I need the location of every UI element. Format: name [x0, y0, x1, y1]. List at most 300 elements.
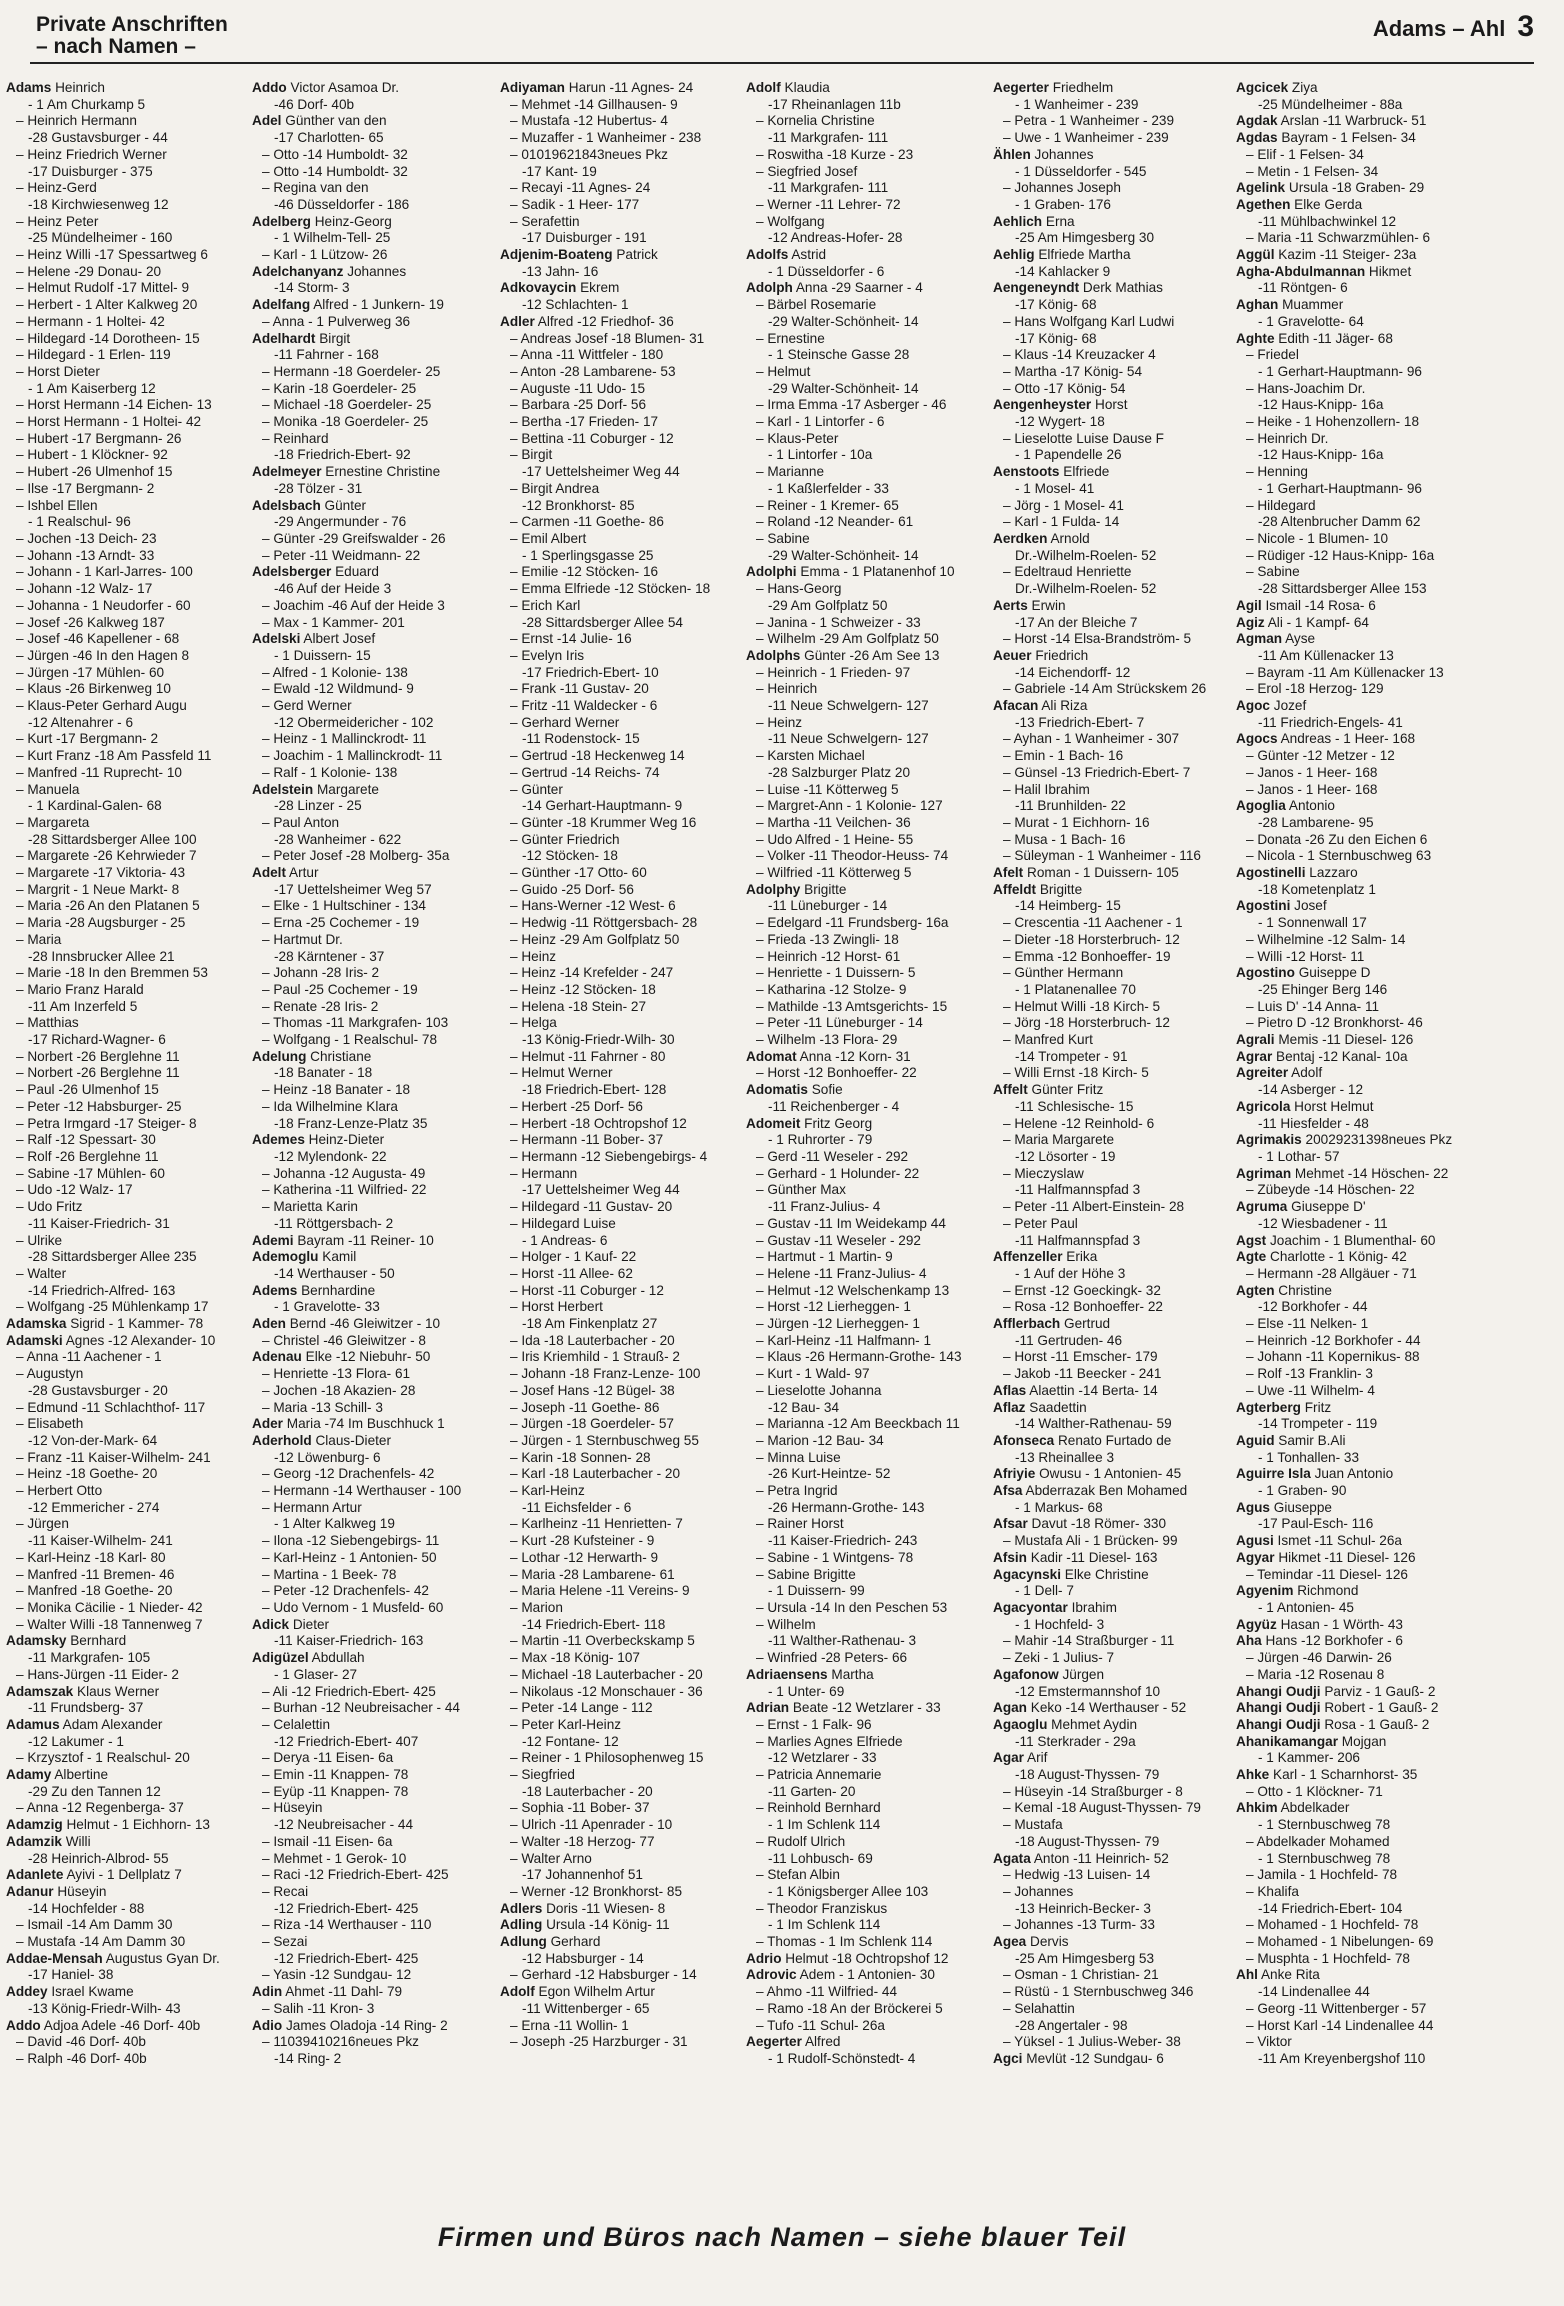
listing-entry [252, 1617, 497, 1634]
listing-entry [1236, 1867, 1481, 1884]
surname: Afriyie [993, 1466, 1036, 1482]
entry-text: – Regina van den [262, 180, 369, 196]
listing-entry [252, 1182, 497, 1199]
entry-text: – Anna -11 Aachener - 1 [16, 1349, 162, 1365]
entry-text: Alfred [804, 2034, 841, 2050]
listing-entry [746, 1767, 991, 1784]
surname: Agostino [1236, 965, 1295, 981]
surname: Adrio [746, 1950, 782, 1966]
entry-text: – Auguste -11 Udo- 15 [510, 380, 646, 396]
listing-entry [993, 113, 1238, 130]
entry-text: - 1 Steinsche Gasse 28 [768, 347, 910, 363]
listing-entry [252, 498, 497, 515]
entry-text: -12 Altenahrer - 6 [28, 714, 134, 730]
entry-text: - 1 Sternbuschweg 78 [1258, 1850, 1391, 1866]
listing-entry [6, 898, 251, 915]
listing-entry [746, 314, 991, 331]
listing-entry [252, 1065, 497, 1082]
listing-entry [1236, 1116, 1481, 1133]
entry-text: – Ida -18 Lauterbacher - 20 [510, 1332, 675, 1348]
entry-text: – Johann -12 Walz- 17 [16, 581, 153, 597]
entry-text: – Else -11 Nelken- 1 [1246, 1316, 1369, 1332]
entry-text: - 1 Im Schlenk 114 [768, 1917, 881, 1933]
entry-text: Anna -12 Korn- 31 [799, 1048, 911, 1064]
entry-text: – Nikolaus -12 Monschauer - 36 [510, 1683, 703, 1699]
entry-text: -46 Auf der Heide 3 [274, 581, 392, 597]
entry-text: – Karl -18 Lauterbacher - 20 [510, 1466, 681, 1482]
entry-text: -13 König-Friedr-Wilh- 30 [522, 1032, 675, 1048]
listing-entry [252, 1349, 497, 1366]
entry-text: Hüseyin [57, 1883, 107, 1899]
entry-text: – Lieselotte Johanna [756, 1382, 882, 1398]
surname: Ählen [993, 146, 1031, 162]
listing-entry [1236, 113, 1481, 130]
listing-entry [500, 464, 745, 481]
surname: Afsin [993, 1549, 1027, 1565]
entry-text: – Reiner - 1 Philosophenweg 15 [510, 1750, 704, 1766]
listing-entry [500, 1567, 745, 1584]
entry-text: -17 Uettelsheimer Weg 44 [522, 1182, 680, 1198]
entry-text: – Helene -29 Donau- 20 [16, 263, 162, 279]
entry-text: – Hildegard -14 Dorotheen- 15 [16, 330, 200, 346]
entry-text: -17 Uettelsheimer Weg 57 [274, 881, 432, 897]
listing-entry [500, 748, 745, 765]
listing-entry [993, 130, 1238, 147]
listing-entry [1236, 1851, 1481, 1868]
listing-entry [252, 1233, 497, 1250]
surname: Aflas [993, 1382, 1027, 1398]
listing-entry [252, 1917, 497, 1934]
entry-text: - 1 Graben- 90 [1258, 1483, 1347, 1499]
listing-entry [993, 1600, 1238, 1617]
entry-text: Ursula -18 Graben- 29 [1288, 180, 1425, 196]
entry-text: – Erich Karl [510, 597, 581, 613]
entry-text: -17 Uettelsheimer Weg 44 [522, 464, 680, 480]
entry-text: Bentaj -12 Kanal- 10a [1276, 1048, 1408, 1064]
entry-text: Antonio [1288, 798, 1335, 814]
listing-entry [252, 1600, 497, 1617]
listing-entry [252, 1550, 497, 1567]
listing-entry [993, 1099, 1238, 1116]
listing-entry [1236, 698, 1481, 715]
listing-entry [500, 1533, 745, 1550]
entry-text: – Karin -18 Goerdeler- 25 [262, 380, 417, 396]
listing-entry [500, 1450, 745, 1467]
listing-entry [746, 1233, 991, 1250]
entry-text: – Klaus-Peter Gerhard Augu [16, 698, 187, 714]
entry-text: Bayram - 1 Felsen- 34 [1281, 130, 1416, 146]
entry-text: – Nicole - 1 Blumen- 10 [1246, 530, 1389, 546]
listing-entry [252, 1333, 497, 1350]
surname: Aerts [993, 597, 1028, 613]
listing-entry [993, 1667, 1238, 1684]
entry-text: – Mohamed - 1 Hochfeld- 78 [1246, 1917, 1419, 1933]
entry-text: – Klaus -26 Birkenweg 10 [16, 681, 171, 697]
entry-text: – Gerhard -12 Habsburger - 14 [510, 1967, 697, 1983]
listing-entry [252, 782, 497, 799]
surname: Agoglia [1236, 798, 1286, 814]
entry-text: – Thomas -11 Markgrafen- 103 [262, 1015, 449, 1031]
entry-text: – Peter -11 Lüneburger - 14 [756, 1015, 923, 1031]
surname: Adolfs [746, 247, 789, 263]
listing-entry [1236, 2034, 1481, 2051]
entry-text: - 1 Wanheimer - 239 [1015, 96, 1139, 112]
listing-entry [993, 681, 1238, 698]
surname: Agata [993, 1850, 1031, 1866]
listing-entry [252, 314, 497, 331]
listing-entry [993, 1767, 1238, 1784]
listing-entry [252, 264, 497, 281]
entry-text: -28 Sittardsberger Allee 153 [1258, 581, 1427, 597]
listing-entry [252, 1466, 497, 1483]
listing-entry [6, 1984, 251, 2001]
listing-entry [6, 2018, 251, 2035]
entry-text: Günther van den [285, 113, 387, 129]
listing-entry [500, 1934, 745, 1951]
listing-entry [6, 681, 251, 698]
listing-entry [252, 97, 497, 114]
listing-entry [746, 1383, 991, 1400]
listing-entry [252, 1116, 497, 1133]
entry-text: – Crescentia -11 Aachener - 1 [1003, 915, 1183, 931]
entry-text: Agnes -12 Alexander- 10 [65, 1332, 216, 1348]
entry-text: Adjoa Adele -46 Dorf- 40b [43, 2017, 201, 2033]
entry-text: – Horst Hermann - 1 Holtei- 42 [16, 414, 202, 430]
entry-text: – Martha -17 König- 54 [1003, 363, 1143, 379]
surname: Agar [993, 1750, 1024, 1766]
listing-entry [6, 1349, 251, 1366]
surname: Adelchanyanz [252, 263, 344, 279]
entry-text: – Joachim - 1 Mallinckrodt- 11 [262, 748, 443, 764]
listing-entry [500, 1800, 745, 1817]
listing-entry [993, 882, 1238, 899]
entry-text: – Kurt -28 Kufsteiner - 9 [510, 1533, 655, 1549]
listing-entry [252, 915, 497, 932]
entry-text: – Birgit [510, 447, 553, 463]
entry-text: – Anna - 1 Pulverweg 36 [262, 313, 411, 329]
entry-text: – Heinz-Gerd [16, 180, 97, 196]
entry-text: – Marie -18 In den Bremmen 53 [16, 965, 208, 981]
listing-entry [993, 782, 1238, 799]
listing-entry [1236, 280, 1481, 297]
listing-entry [500, 1917, 745, 1934]
listing-entry [252, 1400, 497, 1417]
entry-text: – Siegfried Josef [756, 163, 858, 179]
listing-entry [6, 1650, 251, 1667]
listing-entry [746, 1065, 991, 1082]
entry-text: -25 Am Himgesberg 53 [1015, 1950, 1155, 1966]
listing-entry [6, 865, 251, 882]
listing-entry [746, 765, 991, 782]
listing-entry [6, 1516, 251, 1533]
surname: Agan [993, 1700, 1027, 1716]
listing-entry [500, 1516, 745, 1533]
entry-text: – Wolfgang [756, 213, 825, 229]
listing-entry [1236, 1032, 1481, 1049]
listing-entry [500, 548, 745, 565]
listing-entry [500, 782, 745, 799]
listing-entry [252, 514, 497, 531]
surname: Agci [993, 2050, 1023, 2066]
listing-entry [1236, 1182, 1481, 1199]
listing-entry [500, 1233, 745, 1250]
entry-text: – Maria Helene -11 Vereins- 9 [510, 1583, 690, 1599]
listing-entry [500, 598, 745, 615]
listing-entry [1236, 147, 1481, 164]
surname: Aghte [1236, 330, 1275, 346]
entry-text: – Alfred - 1 Kolonie- 138 [262, 664, 408, 680]
listing-entry [1236, 1065, 1481, 1082]
listing-entry [993, 414, 1238, 431]
surname: Agrimakis [1236, 1132, 1302, 1148]
listing-entry [746, 2051, 991, 2068]
entry-text: Keko -14 Werthauser - 52 [1030, 1700, 1187, 1716]
listing-entry [993, 1516, 1238, 1533]
entry-text: – Edeltraud Henriette [1003, 564, 1132, 580]
entry-text: – Heinz -29 Am Golfplatz 50 [510, 931, 680, 947]
listing-entry [1236, 1901, 1481, 1918]
surname: Adlers [500, 1900, 543, 1916]
entry-text: Saadettin [1029, 1399, 1087, 1415]
entry-text: - 1 Glaser- 27 [274, 1666, 358, 1682]
listing-entry [1236, 564, 1481, 581]
entry-text: – Jochen -18 Akazien- 28 [262, 1382, 416, 1398]
listing-entry [500, 1767, 745, 1784]
entry-text: – Otto -14 Humboldt- 32 [262, 146, 408, 162]
listing-entry [1236, 815, 1481, 832]
entry-text: – Elisabeth [16, 1416, 84, 1432]
entry-text: – Helene -12 Reinhold- 6 [1003, 1115, 1155, 1131]
listing-entry [500, 164, 745, 181]
listing-entry [746, 1667, 991, 1684]
listing-entry [993, 1032, 1238, 1049]
listing-entry [993, 1750, 1238, 1767]
entry-text: – Ernst -12 Goeckingk- 32 [1003, 1282, 1161, 1298]
listing-entry [746, 1132, 991, 1149]
surname: Aguid [1236, 1432, 1275, 1448]
entry-text: Jozef [1273, 698, 1307, 714]
entry-text: – Horst -14 Elsa-Brandström- 5 [1003, 631, 1192, 647]
listing-entry [993, 965, 1238, 982]
listing-entry [6, 414, 251, 431]
entry-text: – Petra Irmgard -17 Steiger- 8 [16, 1115, 197, 1131]
listing-entry [252, 1884, 497, 1901]
listing-entry [993, 180, 1238, 197]
listing-entry [500, 1149, 745, 1166]
listing-entry [993, 548, 1238, 565]
listing-entry [1236, 1199, 1481, 1216]
entry-text: – Wolfgang -25 Mühlenkamp 17 [16, 1299, 209, 1315]
listing-entry [500, 230, 745, 247]
entry-text: Heinz-Georg [314, 213, 392, 229]
surname: Aghan [1236, 297, 1279, 313]
listing-entry [500, 1400, 745, 1417]
entry-text: – Horst Hermann -14 Eichen- 13 [16, 397, 212, 413]
listing-entry [6, 2001, 251, 2018]
entry-text: Günter -26 Am See 13 [804, 647, 940, 663]
listing-entry [6, 2051, 251, 2068]
entry-text: -14 Asberger - 12 [1258, 1082, 1364, 1098]
entry-text: -12 Schlachten- 1 [522, 297, 629, 313]
listing-entry [252, 164, 497, 181]
listing-entry [500, 848, 745, 865]
entry-text: – Thomas - 1 Im Schlenk 114 [756, 1934, 933, 1950]
listing-entry [6, 1483, 251, 1500]
listing-entry [1236, 1617, 1481, 1634]
entry-text: -28 Angertaler - 98 [1015, 2017, 1128, 2033]
listing-entry [746, 381, 991, 398]
entry-text: – Mieczyslaw [1003, 1165, 1084, 1181]
listing-entry [746, 1550, 991, 1567]
surname: Addey [6, 1984, 48, 2000]
surname: Adolphs [746, 647, 801, 663]
entry-text: – Horst -12 Lierheggen- 1 [756, 1299, 911, 1315]
entry-text: -12 Habsburger - 14 [522, 1950, 644, 1966]
entry-text: – Hans-Joachim Dr. [1246, 380, 1366, 396]
entry-text: – Mustafa [1003, 1817, 1063, 1833]
listing-entry [6, 1734, 251, 1751]
entry-text: Ismet -11 Schul- 26a [1277, 1533, 1402, 1549]
entry-text: -12 Lakumer - 1 [28, 1733, 124, 1749]
listing-entry [1236, 347, 1481, 364]
entry-text: – Stefan Albin [756, 1867, 840, 1883]
listing-entry [993, 1366, 1238, 1383]
entry-text: – Ralf -12 Spessart- 30 [16, 1132, 156, 1148]
entry-text: – Karl-Heinz - 1 Antonien- 50 [262, 1549, 437, 1565]
entry-text: – Uwe -11 Wilhelm- 4 [1246, 1382, 1375, 1398]
page-range [1373, 10, 1534, 44]
listing-entry [746, 1867, 991, 1884]
entry-text: – Frieda -13 Zwingli- 18 [756, 931, 899, 947]
listing-entry [1236, 1433, 1481, 1450]
listing-entry [993, 80, 1238, 97]
listing-entry [252, 615, 497, 632]
entry-text: – Yasin -12 Sundgau- 12 [262, 1967, 412, 1983]
listing-entry [993, 514, 1238, 531]
entry-text: -11 Neue Schwelgern- 127 [768, 731, 929, 747]
entry-text: -17 König- 68 [1015, 330, 1097, 346]
listing-entry [746, 1333, 991, 1350]
entry-text: – Patricia Annemarie [756, 1767, 882, 1783]
surname: Adriaensens [746, 1666, 828, 1682]
entry-text: -11 Am Inzerfeld 5 [28, 998, 138, 1014]
listing-columns [0, 80, 1564, 2200]
listing-entry [500, 1266, 745, 1283]
surname: Afsar [993, 1516, 1028, 1532]
listing-entry [6, 1884, 251, 1901]
entry-text: – Günter -29 Greifswalder - 26 [262, 530, 446, 546]
surname: Ahangi Oudji [1236, 1716, 1321, 1732]
listing-entry [1236, 1266, 1481, 1283]
listing-entry [500, 1734, 745, 1751]
entry-text: – Rudolf Ulrich [756, 1833, 846, 1849]
entry-text: – Rüstü - 1 Sternbuschweg 346 [1003, 1984, 1194, 2000]
entry-text: – Bärbel Rosemarie [756, 297, 877, 313]
listing-entry [746, 230, 991, 247]
entry-text: – Günter -12 Metzer - 12 [1246, 748, 1395, 764]
entry-text: -13 Jahn- 16 [522, 263, 599, 279]
listing-entry [1236, 1233, 1481, 1250]
entry-text: -14 Friedrich-Ebert- 118 [522, 1616, 666, 1632]
entry-text: -11 Garten- 20 [768, 1783, 856, 1799]
entry-text: -11 Kaiser-Friedrich- 31 [28, 1215, 170, 1231]
entry-text: – Helmut -12 Welschenkamp 13 [756, 1282, 950, 1298]
entry-text: Edith -11 Jäger- 68 [1278, 330, 1393, 346]
listing-entry [6, 1583, 251, 1600]
listing-entry [993, 1851, 1238, 1868]
listing-entry [1236, 2001, 1481, 2018]
listing-entry [1236, 548, 1481, 565]
entry-text: -18 Kirchwiesenweg 12 [28, 196, 169, 212]
entry-text: – Ali -12 Friedrich-Ebert- 425 [262, 1683, 436, 1699]
entry-text: Elke Gerda [1294, 196, 1363, 212]
entry-text: Ali Riza [1041, 698, 1088, 714]
entry-text: Mehmet -14 Höschen- 22 [1294, 1165, 1449, 1181]
entry-text: - 1 Gravelotte- 33 [274, 1299, 380, 1315]
listing-entry [746, 1917, 991, 1934]
listing-entry [500, 765, 745, 782]
entry-text: – Hermann Artur [262, 1499, 362, 1515]
listing-entry [6, 147, 251, 164]
listing-entry [6, 731, 251, 748]
listing-entry [500, 681, 745, 698]
listing-entry [500, 1500, 745, 1517]
entry-text: – Winfried -28 Peters- 66 [756, 1650, 908, 1666]
listing-entry [252, 364, 497, 381]
listing-entry [6, 113, 251, 130]
entry-text: -12 Stöcken- 18 [522, 848, 618, 864]
entry-text: 20029231398neues Pkz [1305, 1132, 1453, 1148]
surname: Agricola [1236, 1098, 1291, 1114]
listing-entry [746, 1015, 991, 1032]
entry-text: Willi [65, 1833, 91, 1849]
listing-entry [993, 264, 1238, 281]
entry-text: – Volker -11 Theodor-Heuss- 74 [756, 848, 949, 864]
entry-text: – Günter [510, 781, 563, 797]
listing-entry [252, 865, 497, 882]
listing-entry [500, 564, 745, 581]
entry-text: Muammer [1282, 297, 1344, 313]
listing-entry [6, 447, 251, 464]
listing-entry [252, 1483, 497, 1500]
listing-entry [500, 447, 745, 464]
entry-text: -12 Fontane- 12 [522, 1733, 619, 1749]
listing-entry [252, 1967, 497, 1984]
entry-text: -17 Johannenhof 51 [522, 1867, 643, 1883]
listing-entry [746, 1684, 991, 1701]
entry-text: – Kemal -18 August-Thyssen- 79 [1003, 1800, 1201, 1816]
entry-text: -29 Angermunder - 76 [274, 514, 407, 530]
entry-text: – Kurt -17 Bergmann- 2 [16, 731, 159, 747]
entry-text: -12 Emstermannshof 10 [1015, 1683, 1161, 1699]
entry-text: – Günther Hermann [1003, 965, 1124, 981]
listing-entry [993, 1199, 1238, 1216]
entry-text: -28 Linzer - 25 [274, 798, 362, 814]
listing-entry [746, 364, 991, 381]
entry-text: -11 Franz-Julius- 4 [768, 1199, 881, 1215]
entry-text: -28 Sittardsberger Allee 100 [28, 831, 197, 847]
listing-entry [1236, 1967, 1481, 1984]
listing-entry [500, 214, 745, 231]
listing-entry [746, 898, 991, 915]
surname: Adelstein [252, 781, 314, 797]
listing-entry [6, 397, 251, 414]
listing-entry [252, 1249, 497, 1266]
listing-entry [252, 598, 497, 615]
surname: Adolf [500, 1984, 535, 2000]
listing-entry [993, 1567, 1238, 1584]
entry-text: -46 Düsseldorfer - 186 [274, 196, 410, 212]
